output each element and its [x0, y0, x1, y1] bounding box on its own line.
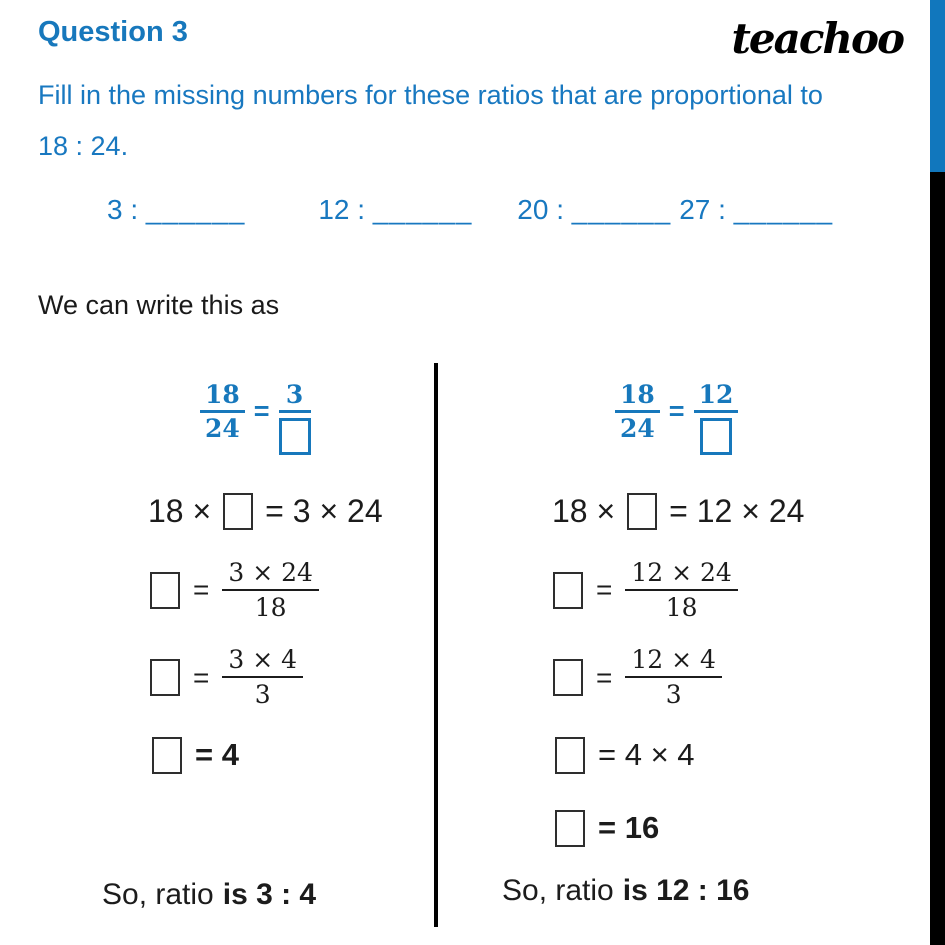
fraction: [625, 557, 737, 622]
fraction-rhs: [694, 382, 739, 461]
answer-box: [555, 737, 585, 774]
question-title: Question 3: [38, 16, 188, 48]
fraction: [222, 647, 303, 709]
fraction-denominator: 24: [620, 414, 655, 444]
solution-column-right: [500, 380, 880, 907]
result-value: = 4: [195, 737, 239, 772]
equals-sign: =: [596, 574, 613, 606]
fraction-numerator: 18: [615, 382, 660, 413]
solution-column-left: [100, 380, 430, 911]
equals-sign: =: [193, 661, 210, 693]
equals-sign: =: [193, 574, 210, 606]
fraction-denominator: 18: [254, 592, 287, 622]
fraction-denominator: [279, 413, 311, 460]
answer-box: [150, 659, 180, 696]
ratio-blank-item: [318, 194, 472, 226]
equals-sign: =: [596, 661, 613, 693]
fraction-numerator: 12 × 4: [625, 647, 722, 678]
answer-box-blue: [279, 418, 311, 455]
fraction-numerator: 12: [694, 382, 739, 413]
conclusion-ratio: is 3 : 4: [222, 878, 317, 911]
fraction-numerator: 3: [279, 382, 311, 413]
conclusion-text: [102, 878, 316, 912]
equation-right: = 12 × 24: [669, 492, 805, 529]
fraction-denominator: [694, 413, 739, 460]
fraction-denominator: 24: [205, 414, 240, 444]
step-equation: [150, 647, 430, 709]
ratio-blank-item: [107, 194, 245, 226]
ratio-blank: ______: [571, 194, 672, 225]
proportion-equation: [200, 382, 430, 461]
ratio-label: 12 :: [318, 194, 366, 225]
ratio-blank-item: [517, 194, 671, 226]
step-equation: [553, 557, 880, 622]
answer-box: [555, 810, 585, 847]
fraction: [222, 557, 319, 622]
fraction: [625, 647, 722, 709]
answer-box: [152, 737, 182, 774]
equals-sign: =: [253, 396, 270, 426]
answer-box: [150, 572, 180, 609]
result-equation: [555, 810, 880, 847]
answer-box: [553, 659, 583, 696]
result-equation: [555, 737, 880, 774]
ratio-label: 3 :: [107, 194, 139, 225]
answer-box: [627, 493, 657, 530]
fraction-lhs: [615, 382, 660, 443]
fraction-numerator: 18: [200, 382, 245, 413]
result-value: = 16: [598, 810, 660, 845]
fraction-numerator: 12 × 24: [625, 560, 737, 591]
intro-text: We can write this as: [38, 290, 280, 320]
conclusion-ratio: is 12 : 16: [622, 874, 750, 907]
edge-bar-black: [930, 172, 945, 945]
equation-left: 18 ×: [148, 492, 212, 529]
answer-box: [223, 493, 253, 530]
brand-logo: teachoo: [731, 14, 903, 63]
step-equation: [553, 647, 880, 709]
answer-box-blue: [700, 418, 732, 455]
fraction-numerator: 3 × 4: [222, 647, 303, 678]
result-equation: [152, 737, 430, 774]
step-equation: [150, 557, 430, 622]
header: [38, 14, 903, 63]
fraction-denominator: 3: [254, 680, 271, 710]
equals-sign: =: [668, 396, 685, 426]
ratio-blanks-row: [0, 194, 833, 226]
conclusion-prefix: So, ratio: [102, 878, 214, 911]
fraction-denominator: 18: [665, 592, 698, 622]
fraction-lhs: [200, 382, 245, 443]
prompt-line-2: 18 : 24.: [38, 131, 129, 161]
ratio-label: 27 :: [679, 194, 726, 225]
fraction-rhs: [279, 382, 311, 461]
prompt-line-1: Fill in the missing numbers for these ratios that are proportional to: [38, 80, 823, 110]
conclusion-text: [502, 874, 750, 908]
equation-left: 18 ×: [552, 492, 616, 529]
ratio-label: 20 :: [517, 194, 564, 225]
ratio-blank: ______: [733, 194, 834, 225]
fraction-denominator: 3: [665, 680, 682, 710]
result-value: = 4 × 4: [598, 737, 695, 772]
ratio-blank: ______: [145, 194, 246, 225]
answer-box: [553, 572, 583, 609]
ratio-blank-item: [679, 194, 833, 226]
column-divider: [434, 363, 438, 927]
cross-multiplication-equation: [148, 493, 430, 530]
ratio-blank: ______: [372, 194, 473, 225]
equation-right: = 3 × 24: [265, 492, 383, 529]
fraction-numerator: 3 × 24: [222, 560, 319, 591]
proportion-equation: [615, 382, 880, 461]
cross-multiplication-equation: [552, 493, 880, 530]
conclusion-prefix: So, ratio: [502, 874, 614, 907]
edge-bar-blue: [930, 0, 945, 172]
